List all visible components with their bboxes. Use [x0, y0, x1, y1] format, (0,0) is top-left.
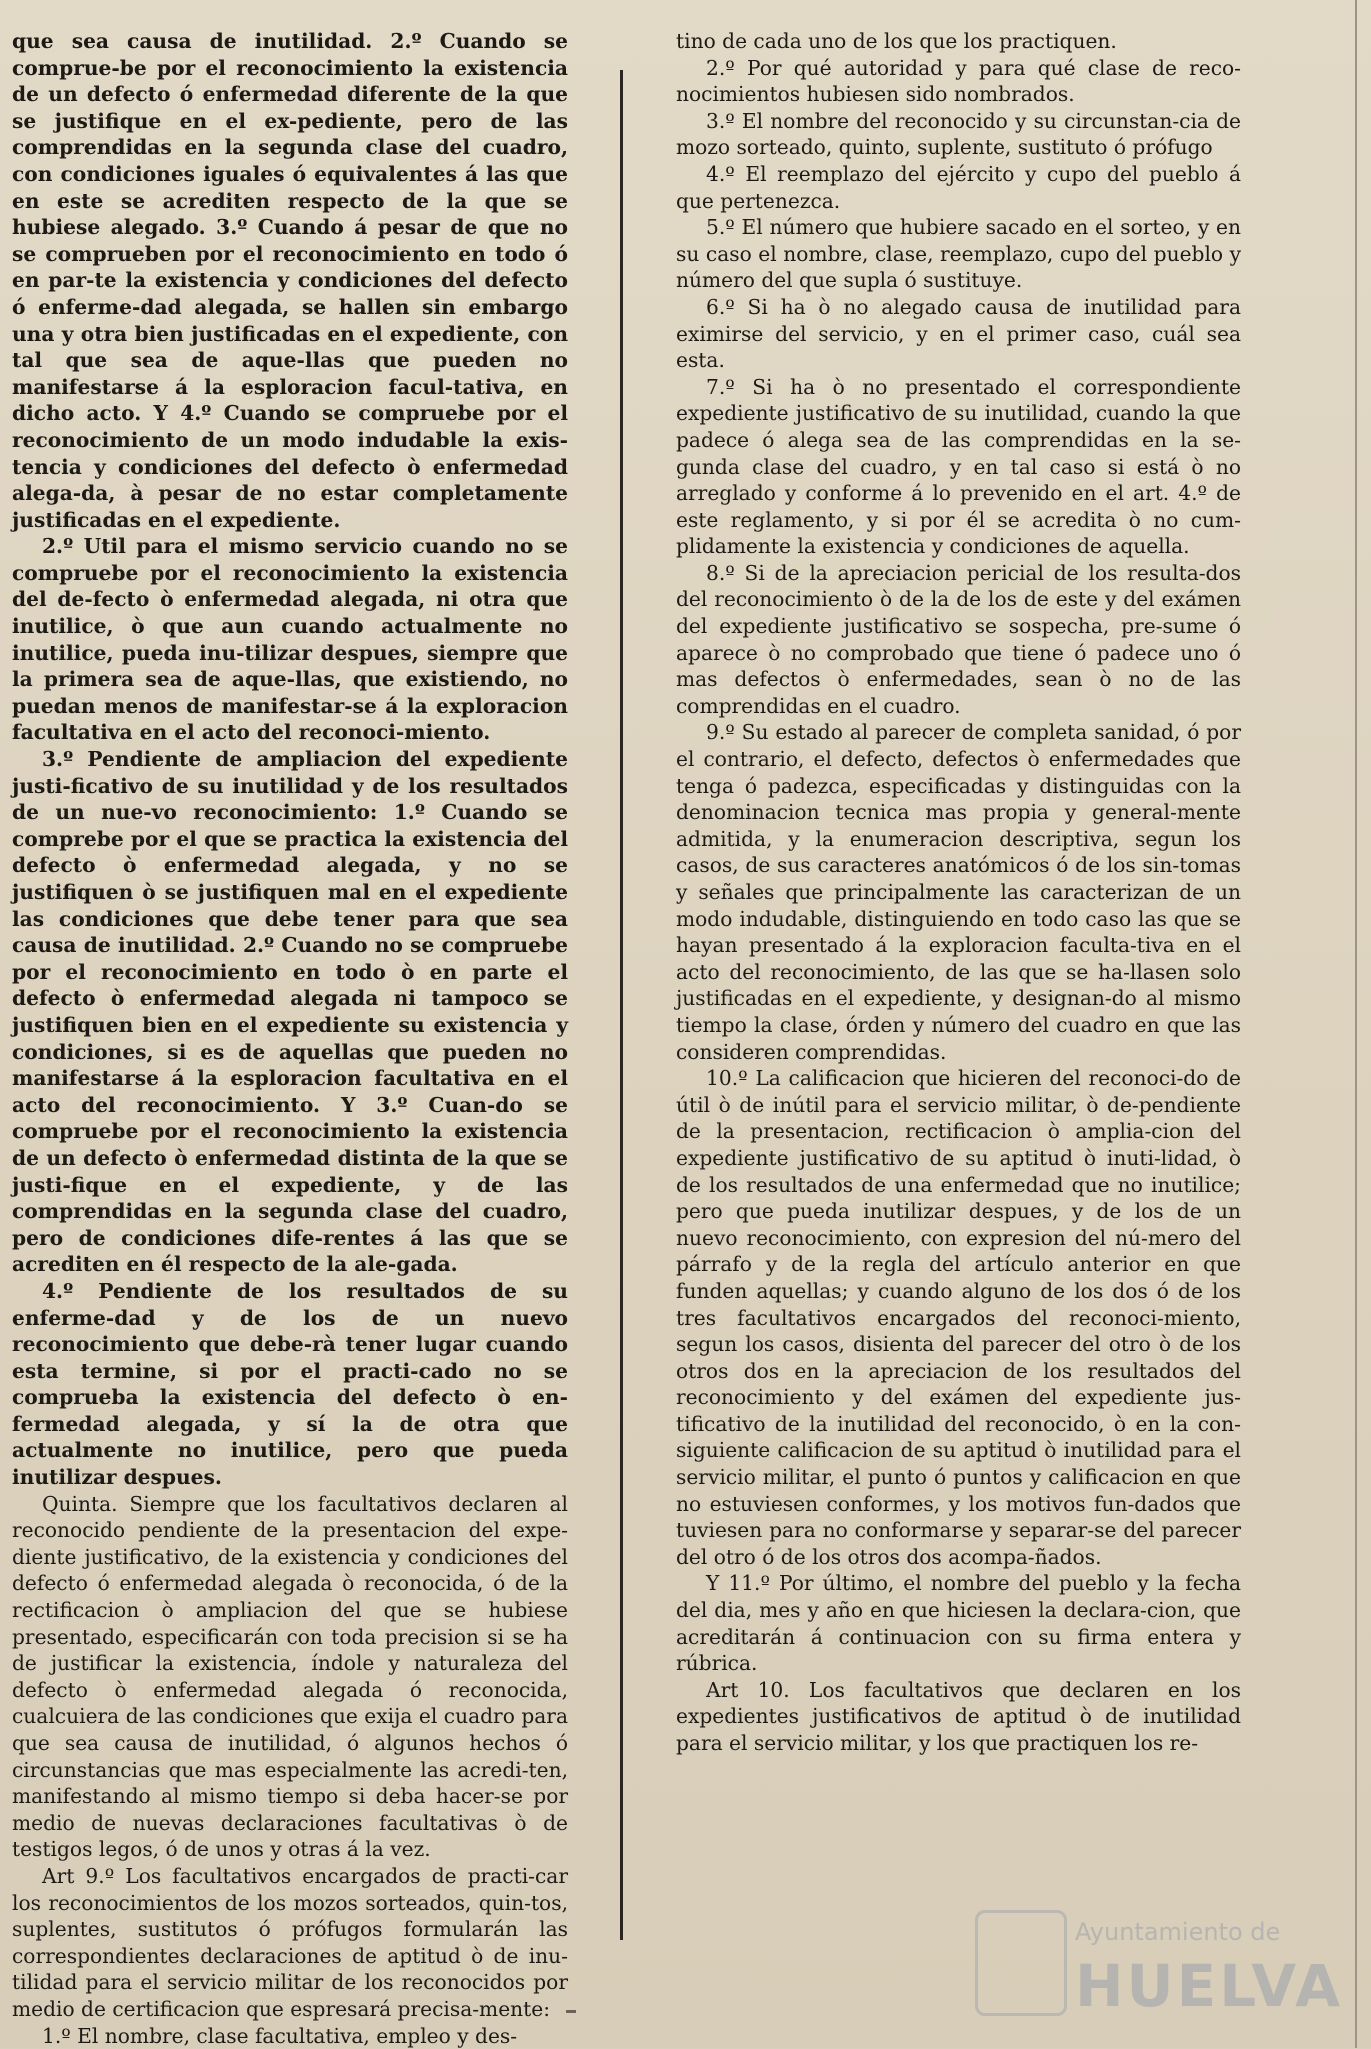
- column-divider: [620, 70, 623, 1940]
- page-edge-line: [1355, 0, 1357, 2048]
- seal-icon: [975, 1910, 1067, 2016]
- archive-watermark: [975, 1910, 1344, 2030]
- watermark-top-text: Ayuntamiento de: [1075, 1918, 1281, 1946]
- paragraph: 3.º El nombre del reconocido y su circunstan-cia de mozo sorteado, quinto, suplente, sustituto ó prófugo: [676, 108, 1241, 160]
- paragraph: 10.º La calificacion que hicieren del reconoci-do de útil ò de inútil para el servicio militar, ò de-pendiente de la presentacion, rectificacion ò amplia-cion del expediente justificativo de su aptitud ò inuti-lidad, ò de los resultados de una enfermedad que no inutilice; pero que pueda inutilizar despues, y de los de un nuevo reconocimiento, con expresion del nú-mero del párrafo y de la regla del artículo anterior en que funden aquellas; y cuando alguno de los dos ó de los tres facultativos encargados del reconoci-miento, segun los casos, disienta del parecer del otro ò de los otros dos en la apreciacion de los resultados del reconocimiento y del exámen del expediente jus-tificativo de la inutilidad del reconocido, ò en la con-siguiente calificacion de su aptitud ò inutilidad para el servicio militar, el punto ó puntos y calificacion en que no estuviesen conformes, y los motivos fun-dados que tuviesen para no conformarse y separar-se del parecer del otro ó de los otros dos acompa-ñados.: [676, 1066, 1241, 1569]
- footer-mark: [566, 2010, 576, 2013]
- paragraph: que sea causa de inutilidad. 2.º Cuando se comprue-be por el reconocimiento la existencia de un defecto ó enfermedad diferente de la que se justifique en el ex-pediente, pero de las comprendidas en la segunda clase del cuadro, con condiciones iguales ó equivalentes á las que en este se acrediten respecto de la que se hubiese alegado. 3.º Cuando á pesar de que no se comprueben por el reconocimiento en todo ó en par-te la existencia y condiciones del defecto ó enferme-dad alegada, se hallen sin embargo una y otra bien justificadas en el expediente, con tal que sea de aque-llas que pueden no manifestarse á la esploracion facul-tativa, en dicho acto. Y 4.º Cuando se compruebe por el reconocimiento de un modo indudable la exis-tencia y condiciones del defecto ò enfermedad alega-da, à pesar de no estar completamente justificadas en el expediente.: [12, 29, 568, 532]
- watermark-bottom-text: HUELVA: [1075, 1952, 1344, 2020]
- paragraph: Art 10. Los facultativos que declaren en los expedientes justificativos de aptitud ò de inutilidad para el servicio militar, y los que practiquen los re-: [676, 1677, 1241, 1755]
- paragraph: 2.º Util para el mismo servicio cuando no se compruebe por el reconocimiento la existencia del de-fecto ò enfermedad alegada, ni otra que inutilice, ò que aun cuando actualmente no inutilice, pueda inu-tilizar despues, siempre que la primera sea de aque-llas, que existiendo, no puedan menos de manifestar-se á la exploracion facultativa en el acto del reconoci-miento.: [12, 534, 568, 745]
- paragraph: 3.º Pendiente de ampliacion del expediente justi-ficativo de su inutilidad y de los resultados de un nue-vo reconocimiento: 1.º Cuando se comprebe por el que se practica la existencia del defecto ò enfermedad alegada, y no se justifiquen ò se justifiquen mal en el expediente las condiciones que debe tener para que sea causa de inutilidad. 2.º Cuando no se compruebe por el reconocimiento en todo ò en parte el defecto ò enfermedad alegada ni tampoco se justifiquen bien en el expediente su existencia y condiciones, si es de aquellas que pueden no manifestarse á la esploracion facultativa en el acto del reconocimiento. Y 3.º Cuan-do se compruebe por el reconocimiento la existencia de un defecto ò enfermedad distinta de la que se justi-fique en el expediente, y de las comprendidas en la segunda clase del cuadro, pero de condiciones dife-rentes á las que se acrediten en él respecto de la ale-gada.: [12, 747, 568, 1277]
- paragraph: 5.º El número que hubiere sacado en el sorteo, y en su caso el nombre, clase, reemplazo, cupo del pueblo y número del que supla ó sustituye.: [676, 215, 1241, 293]
- paragraph: Art 9.º Los facultativos encargados de practi-car los reconocimientos de los mozos sorteados, quin-tos, suplentes, sustitutos ó prófugos formularán las correspondientes declaraciones de aptitud ò de inu-tilidad para el servicio militar de los reconocidos por medio de certificacion que espresará precisa-mente:: [12, 1863, 568, 2021]
- paragraph: 2.º Por qué autoridad y para qué clase de reco-nocimientos hubiesen sido nombrados.: [676, 55, 1241, 107]
- paragraph: 1.º El nombre, clase facultativa, empleo y des-: [42, 2023, 518, 2048]
- paragraph: 4.º Pendiente de los resultados de su enferme-dad y de los de un nuevo reconocimiento que debe-rà tener lugar cuando esta termine, si por el practi-cado no se comprueba la existencia del defecto ò en-fermedad alegada, y sí la de otra que actualmente no inutilice, pero que pueda inutilizar despues.: [12, 1278, 568, 1490]
- paragraph: Quinta. Siempre que los facultativos declaren al reconocido pendiente de la presentacion del expe-diente justificativo, de la existencia y condiciones del defecto ó enfermedad alegada ò reconocida, ó de la rectificacion ò ampliacion del que se hubiese presentado, especificarán con toda precision si se ha de justificar la existencia, índole y naturaleza del defecto ò enfermedad alegada ó reconocida, cualcuiera de las condiciones que exija el cuadro para que sea causa de inutilidad, ó algunos hechos ó circunstancias que mas especialmente las acredi-ten, manifestando al mismo tiempo si deba hacer-se por medio de nuevas declaraciones facultativas ò de testigos legos, ó de unos y otras á la vez.: [12, 1491, 568, 1862]
- right-column: [676, 28, 1241, 2028]
- paragraph: 4.º El reemplazo del ejército y cupo del pueblo á que pertenezca.: [676, 161, 1241, 213]
- paragraph: 9.º Su estado al parecer de completa sanidad, ó por el contrario, el defecto, defectos ò enfermedades que tenga ó padezca, especificadas y distinguidas con la denominacion tecnica mas propia y general-mente admitida, y la enumeracion descriptiva, segun los casos, de sus caracteres anatómicos ó de los sin-tomas y señales que principalmente las caracterizan de un modo indudable, distinguiendo en todo caso las que se hayan presentado á la exploracion faculta-tiva en el acto del reconocimiento, de las que se ha-llasen solo justificadas en el expediente, y designan-do al mismo tiempo la clase, órden y número del cuadro en que las consideren comprendidas.: [676, 720, 1241, 1064]
- paragraph: Y 11.º Por último, el nombre del pueblo y la fecha del dia, mes y año en que hiciesen la declara-cion, que acreditarán á continuacion con su firma entera y rúbrica.: [676, 1571, 1241, 1676]
- paragraph: 8.º Si de la apreciacion pericial de los resulta-dos del reconocimiento ò de la de los de este y del exámen del expediente justificativo se sospecha, pre-sume ó aparece ò no comprobado que tiene ó padece uno ó mas defectos ò enfermedades, sean ò no de las comprendidas en el cuadro.: [676, 560, 1241, 718]
- left-column: [12, 28, 568, 2048]
- paragraph: 7.º Si ha ò no presentado el correspondiente expediente justificativo de su inutilidad, cuando la que padece ó alega sea de las comprendidas en la se-gunda clase del cuadro, y en tal caso si está ò no arreglado y conforme á lo prevenido en el art. 4.º de este reglamento, y si por él se acredita ò no cum-plidamente la existencia y condiciones de aquella.: [676, 374, 1241, 559]
- paragraph: tino de cada uno de los que los practiquen.: [676, 29, 1117, 53]
- paragraph: 6.º Si ha ò no alegado causa de inutilidad para eximirse del servicio, y en el primer caso, cuál sea esta.: [676, 294, 1241, 373]
